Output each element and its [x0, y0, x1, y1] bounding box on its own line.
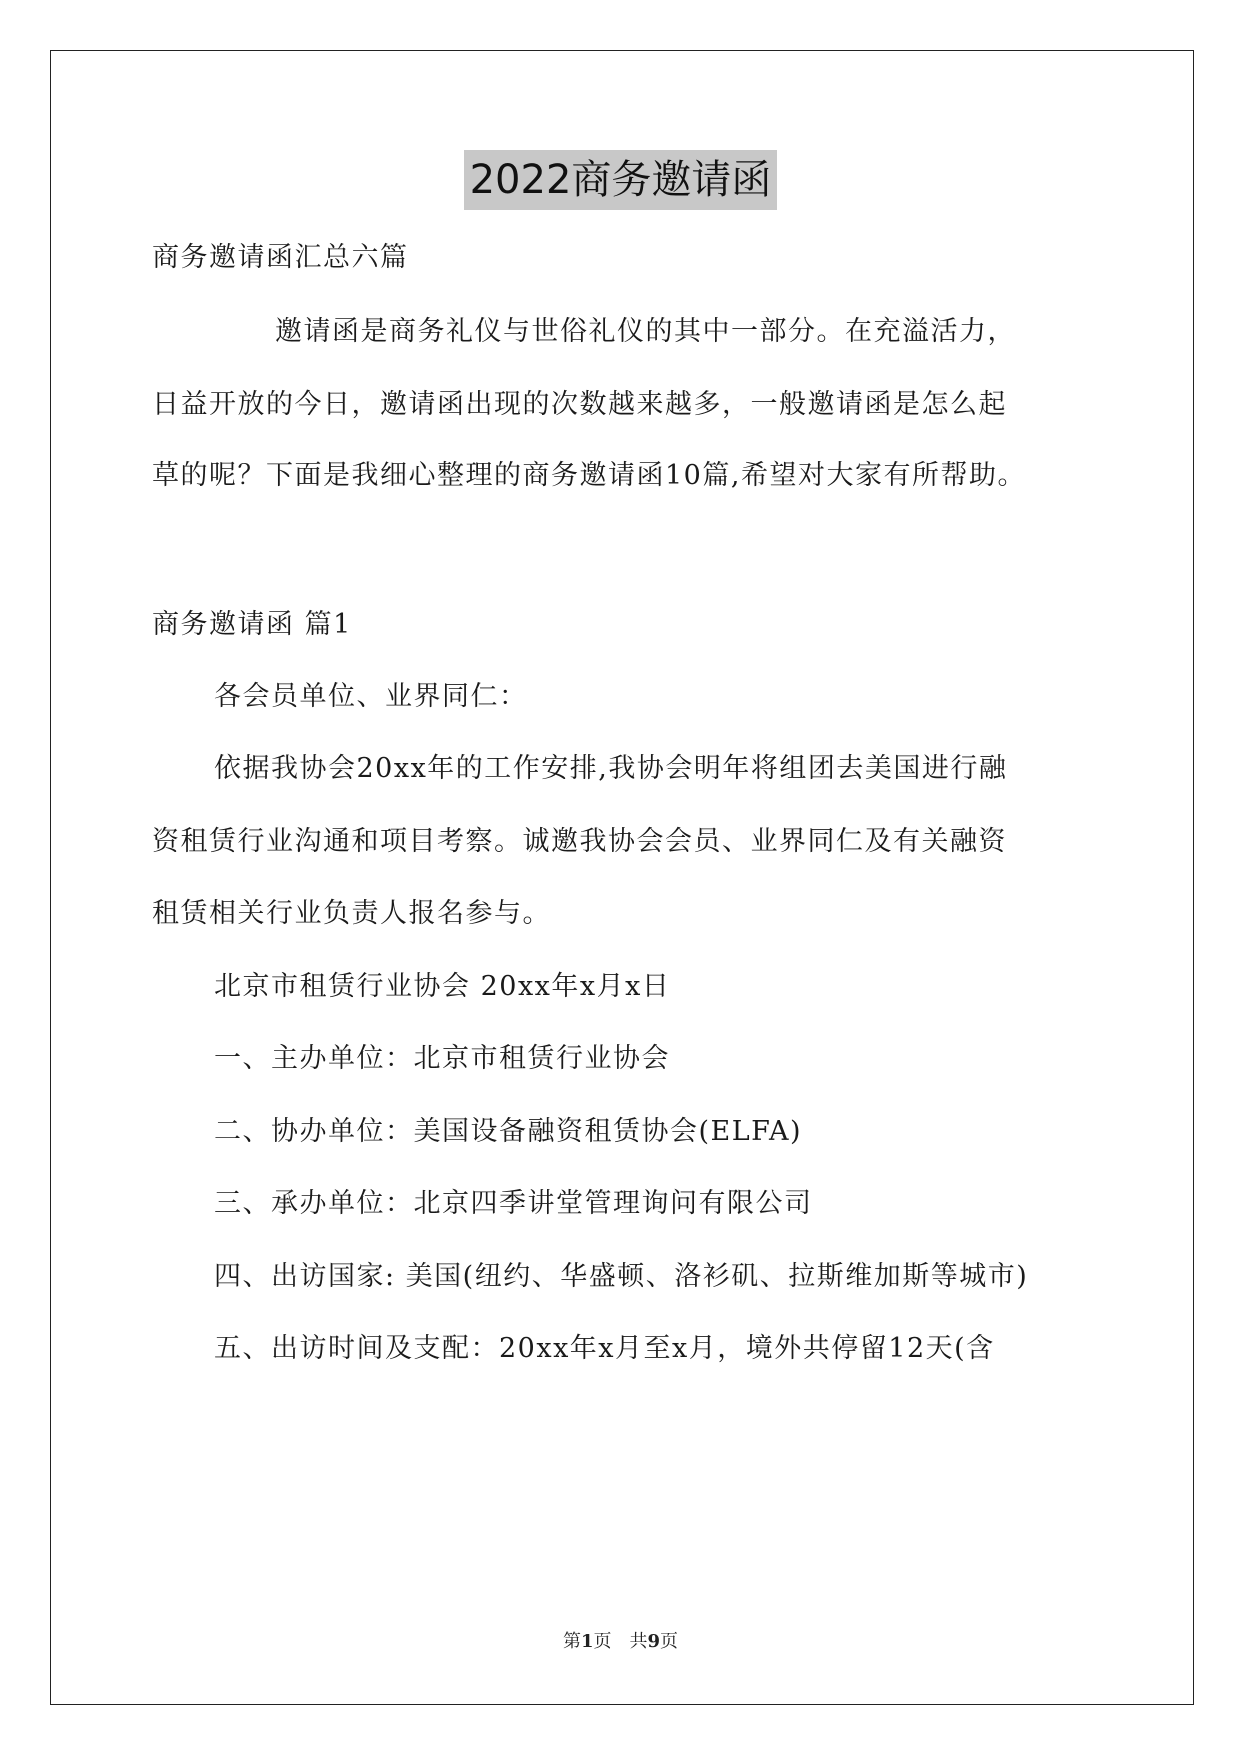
intro-line-3: 草的呢？下面是我细心整理的商务邀请函10篇,希望对大家有所帮助。: [152, 460, 1026, 491]
intro-line-1: 邀请函是商务礼仪与世俗礼仪的其中一部分。在充溢活力，: [275, 316, 1016, 347]
footer-prefix: 第: [562, 1631, 581, 1652]
salutation: 各会员单位、业界同仁：: [214, 681, 528, 712]
list-item-country: 四、出访国家: 美国(纽约、华盛顿、洛衫矶、拉斯维加斯等城市): [214, 1261, 1029, 1292]
intro-line-2: 日益开放的今日，邀请函出现的次数越来越多，一般邀请函是怎么起: [152, 389, 1007, 420]
list-item-organizer: 一、主办单位：北京市租赁行业协会: [214, 1043, 670, 1074]
footer-page-number: 1: [580, 1631, 594, 1652]
document-title: 2022商务邀请函: [464, 150, 778, 210]
footer-total-pages: 9: [647, 1631, 661, 1652]
list-item-host: 三、承办单位：北京四季讲堂管理询问有限公司: [214, 1188, 813, 1219]
list-item-co-organizer: 二、协办单位：美国设备融资租赁协会(ELFA): [214, 1116, 803, 1147]
page-footer: [0, 1630, 1241, 1654]
signature: 北京市租赁行业协会 20xx年x月x日: [214, 971, 671, 1002]
body-line-1: 依据我协会20xx年的工作安排,我协会明年将组团去美国进行融: [214, 753, 1008, 784]
subtitle: 商务邀请函汇总六篇: [152, 242, 409, 273]
list-item-schedule: 五、出访时间及支配：20xx年x月至x月，境外共停留12天(含: [214, 1333, 995, 1364]
body-line-2: 资租赁行业沟通和项目考察。诚邀我协会会员、业界同仁及有关融资: [152, 826, 1007, 857]
footer-mid: 页 共: [593, 1631, 648, 1652]
title-container: [0, 150, 1241, 210]
page-border: [50, 50, 1194, 1705]
body-line-3: 租赁相关行业负责人报名参与。: [152, 898, 551, 929]
section-heading: 商务邀请函 篇1: [152, 609, 352, 640]
footer-suffix: 页: [660, 1631, 679, 1652]
